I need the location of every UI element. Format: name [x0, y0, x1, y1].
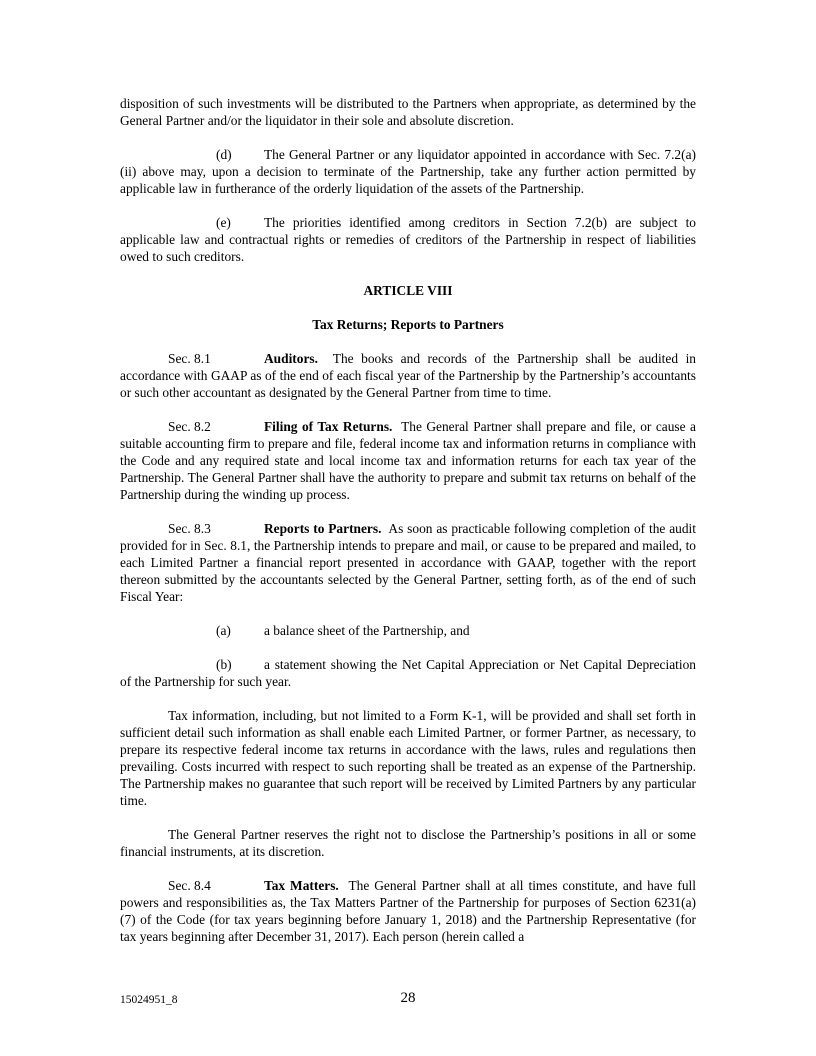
- section-8-3-b: [120, 656, 696, 690]
- section-heading: Reports to Partners.: [264, 521, 382, 536]
- section-number: Sec. 8.4: [168, 878, 211, 893]
- section-heading: Tax Matters.: [264, 878, 339, 893]
- paragraph-7-2-d: [120, 146, 696, 197]
- document-id: 15024951_8: [120, 994, 178, 1006]
- section-heading: Filing of Tax Returns.: [264, 419, 393, 434]
- section-text: The books and records of the Partnership shall be audited in accordance with GAAP as of the end of each fiscal year of the Partnership by the Partnership’s accountants or such other accountant as designated by the General Partner from time to time.: [120, 351, 696, 400]
- section-text: As soon as practicable following completion of the audit provided for in Sec. 8.1, the Partnership intends to prepare and mail, or cause to be prepared and mailed, to each Limited Partner a financial report presented in accordance with GAAP, together with the report thereon submitted by the accountants selected by the General Partner, setting forth, as of the end of such Fiscal Year:: [120, 521, 696, 604]
- clause-text-a: a balance sheet of the Partnership, and: [264, 623, 470, 638]
- section-number: Sec. 8.1: [168, 351, 211, 366]
- article-title: ARTICLE VIII: [363, 283, 453, 298]
- section-8-3: [120, 520, 696, 605]
- page-number: 28: [400, 990, 416, 1006]
- page-body: [120, 95, 696, 962]
- section-8-1: [120, 350, 696, 401]
- section-8-2: [120, 418, 696, 503]
- tax-information-paragraph: Tax information, including, but not limited to a Form K-1, will be provided and shall set forth in sufficient detail such information as shall enable each Limited Partner, or former Partner, as necessary, to prepare its respective federal income tax returns in accordance with the laws, rules and regulations then prevailing. Costs incurred with respect to such reporting shall be treated as an expense of the Partnership. The Partnership makes no guarantee that such report will be received by Limited Partners by any particular time.: [120, 708, 696, 808]
- section-heading: Auditors.: [264, 351, 318, 366]
- section-text: The General Partner shall at all times constitute, and have full powers and responsibilities as, the Tax Matters Partner of the Partnership for purposes of Section 6231(a)(7) of the Code (for tax years beginning before January 1, 2018) and the Partnership Representative (for tax years beginning after December 31, 2017). Each person (herein called a: [120, 878, 696, 944]
- paragraph-7-2-e: [120, 214, 696, 265]
- clause-text-b: a statement showing the Net Capital Appreciation or Net Capital Depreciation of the Partnership for such year.: [120, 657, 696, 689]
- disclosure-reservation-paragraph: The General Partner reserves the right not to disclose the Partnership’s positions in all or some financial instruments, at its discretion.: [120, 827, 696, 859]
- clause-label-b: (b): [216, 657, 232, 672]
- section-8-3-a: [120, 622, 696, 639]
- section-8-4: [120, 877, 696, 945]
- paragraph-continuation: disposition of such investments will be distributed to the Partners when appropriate, as determined by the General Partner and/or the liquidator in their sole and absolute discretion.: [120, 96, 696, 128]
- clause-text-d: The General Partner or any liquidator appointed in accordance with Sec. 7.2(a)(ii) above may, upon a decision to terminate of the Partnership, take any further action permitted by applicable law in furtherance of the orderly liquidation of the assets of the Partnership.: [120, 147, 696, 196]
- clause-label-e: (e): [216, 215, 231, 230]
- section-text: The General Partner shall prepare and file, or cause a suitable accounting firm to prepare and file, federal income tax and information returns in compliance with the Code and any required state and local income tax and information returns for each tax year of the Partnership. The General Partner shall have the authority to prepare and submit tax returns on behalf of the Partnership during the winding up process.: [120, 419, 696, 502]
- clause-label-a: (a): [216, 623, 231, 638]
- section-number: Sec. 8.2: [168, 419, 211, 434]
- section-number: Sec. 8.3: [168, 521, 211, 536]
- clause-text-e: The priorities identified among creditors in Section 7.2(b) are subject to applicable law and contractual rights or remedies of creditors of the Partnership in respect of liabilities owed to such creditors.: [120, 215, 696, 264]
- clause-label-d: (d): [216, 147, 232, 162]
- article-subtitle: Tax Returns; Reports to Partners: [312, 317, 504, 332]
